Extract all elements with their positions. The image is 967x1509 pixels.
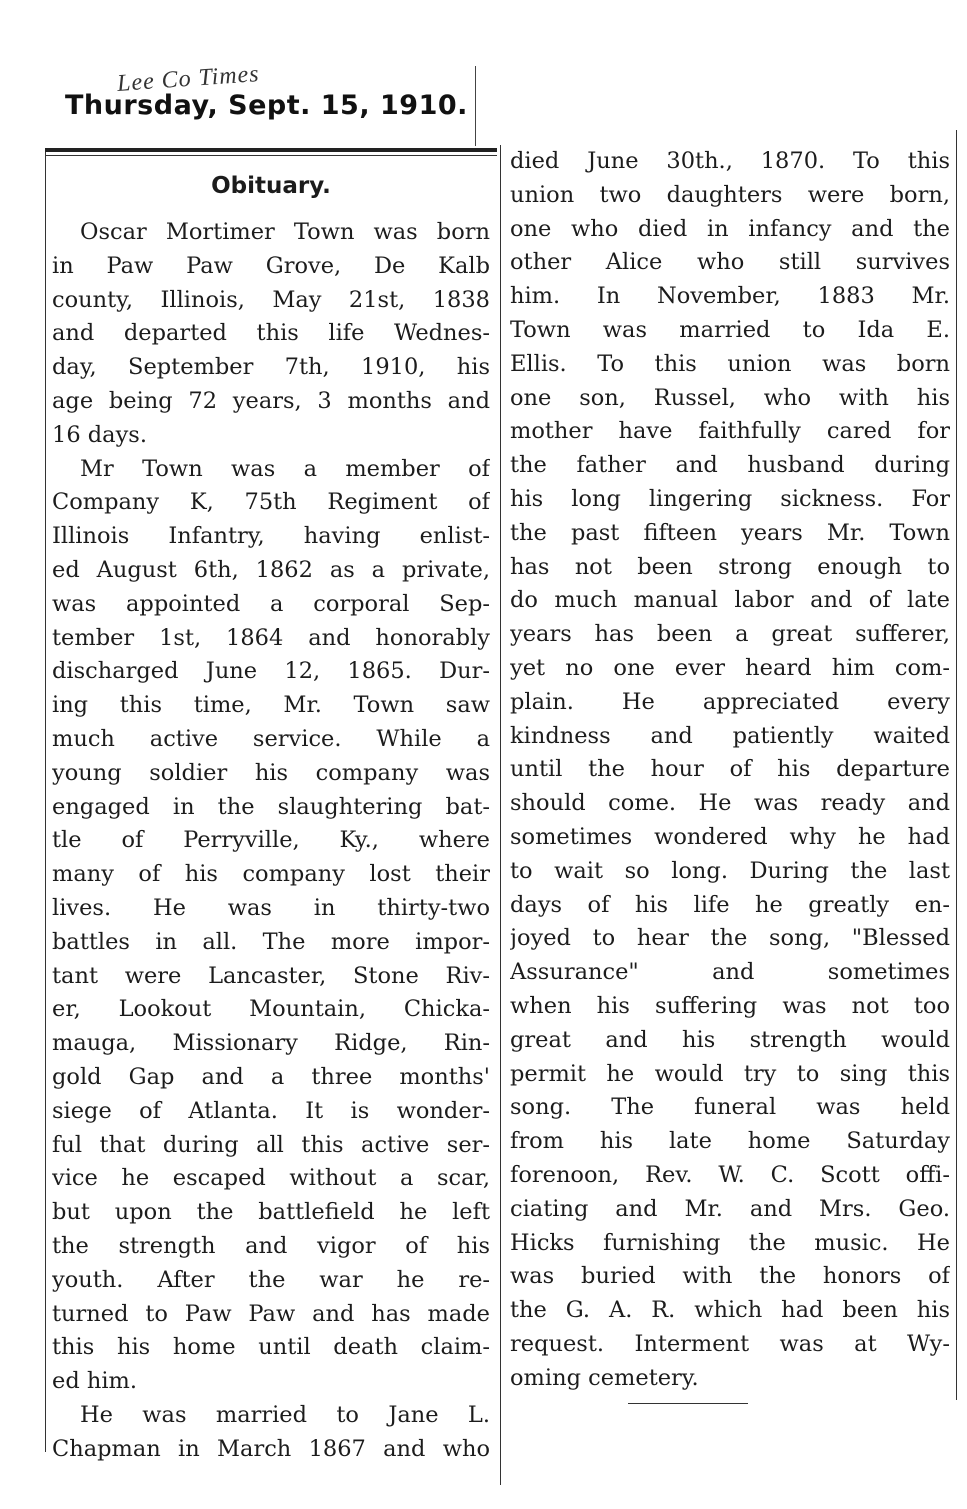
text-line: battles in all. The more impor- (52, 928, 490, 955)
text-line: the father and husband during (510, 452, 950, 479)
text-line: ed him. (52, 1368, 138, 1395)
header-rule-thin (45, 155, 497, 156)
text-line: Company K, 75th Regiment of (52, 489, 490, 516)
text-line: Oscar Mortimer Town was born (80, 219, 490, 245)
text-line: He was married to Jane L. (80, 1401, 490, 1428)
left-border-line (45, 152, 46, 1452)
text-line: mauga, Missionary Ridge, Rin- (52, 1030, 490, 1057)
text-line: yet no one ever heard him com- (510, 654, 950, 681)
text-line: ful that during all this active ser- (52, 1131, 490, 1158)
header-rule-thick (45, 148, 497, 152)
right-column (510, 145, 950, 1395)
text-line: from his late home Saturday (510, 1128, 950, 1155)
text-line: Ellis. To this union was born (510, 350, 950, 377)
text-line: gold Gap and a three months' (52, 1063, 490, 1090)
text-line: engaged in the slaughtering bat- (52, 793, 490, 820)
text-line: tember 1st, 1864 and honorably (52, 624, 490, 651)
text-line: to wait so long. During the last (510, 857, 950, 884)
text-line: discharged June 12, 1865. Dur- (52, 658, 490, 685)
handwritten-annotation: Lee Co Times (116, 61, 261, 97)
text-line: Chapman in March 1867 and who (52, 1435, 490, 1462)
text-line: years has been a great sufferer, (510, 621, 950, 648)
text-line: should come. He was ready and (510, 790, 950, 817)
text-line: Hicks furnishing the music. He (510, 1229, 950, 1256)
text-line: has not been strong enough to (510, 553, 950, 580)
text-line: great and his strength would (510, 1026, 950, 1053)
text-line: days of his life he greatly en- (510, 891, 950, 918)
text-line: other Alice who still survives (510, 249, 950, 276)
article-end-rule (628, 1403, 748, 1404)
text-line: when his suffering was not too (510, 992, 950, 1019)
text-line: and departed this life Wednes- (52, 320, 490, 347)
text-line: request. Interment was at Wy- (510, 1330, 950, 1357)
text-line: the strength and vigor of his (52, 1232, 490, 1259)
text-line: died June 30th., 1870. To this (510, 148, 950, 174)
text-line: him. In November, 1883 Mr. (510, 283, 950, 310)
text-line: county, Illinois, May 21st, 1838 (52, 286, 490, 313)
text-line: joyed to hear the song, "Blessed (510, 925, 950, 952)
text-line: kindness and patiently waited (510, 722, 950, 749)
text-line: tant were Lancaster, Stone Riv- (52, 962, 490, 989)
left-column (52, 216, 490, 1466)
text-line: youth. After the war he re- (52, 1266, 490, 1293)
text-line: permit he would try to sing this (510, 1060, 950, 1087)
text-line: turned to Paw Paw and has made (52, 1300, 490, 1327)
text-line: Mr Town was a member of (80, 455, 490, 482)
text-line: was buried with the honors of (510, 1263, 950, 1290)
text-line: this his home until death claim- (52, 1334, 490, 1361)
text-line: siege of Atlanta. It is wonder- (52, 1097, 490, 1124)
text-line: do much manual labor and of late (510, 587, 950, 614)
text-line: much active service. While a (52, 725, 490, 752)
text-line: Illinois Infantry, having enlist- (52, 523, 490, 550)
text-line: one son, Russel, who with his (510, 384, 950, 411)
text-line: was appointed a corporal Sep- (52, 590, 490, 617)
text-line: vice he escaped without a scar, (52, 1165, 490, 1192)
text-line: until the hour of his departure (510, 756, 950, 783)
clipping-header (55, 61, 476, 146)
text-line: the past fifteen years Mr. Town (510, 519, 950, 546)
text-line: lives. He was in thirty-two (52, 894, 490, 921)
text-line: age being 72 years, 3 months and (52, 387, 490, 414)
text-line: young soldier his company was (52, 759, 490, 786)
text-line: ed August 6th, 1862 as a private, (52, 556, 490, 583)
text-line: one who died in infancy and the (510, 215, 950, 242)
text-line: day, September 7th, 1910, his (52, 354, 490, 381)
text-line: Assurance" and sometimes (510, 959, 950, 986)
text-line: in Paw Paw Grove, De Kalb (52, 252, 490, 279)
text-line: oming cemetery. (510, 1364, 699, 1391)
text-line: union two daughters were born, (510, 181, 950, 208)
text-line: ing this time, Mr. Town saw (52, 692, 490, 719)
text-line: many of his company lost their (52, 861, 490, 888)
text-line: mother have faithfully cared for (510, 418, 950, 445)
obituary-headline: Obituary. (211, 173, 331, 199)
right-border-line (956, 130, 957, 1400)
text-line: his long lingering sickness. For (510, 485, 950, 512)
text-line: song. The funeral was held (510, 1094, 950, 1121)
text-line: sometimes wondered why he had (510, 823, 950, 850)
text-line: tle of Perryville, Ky., where (52, 827, 490, 854)
column-divider (500, 145, 501, 1485)
text-line: er, Lookout Mountain, Chicka- (52, 996, 490, 1023)
text-line: but upon the battlefield he left (52, 1199, 490, 1226)
text-line: plain. He appreciated every (510, 688, 950, 715)
text-line: forenoon, Rev. W. C. Scott offi- (510, 1161, 950, 1188)
dateline: Thursday, Sept. 15, 1910. (65, 90, 468, 121)
text-line: the G. A. R. which had been his (510, 1297, 950, 1324)
text-line: Town was married to Ida E. (510, 316, 950, 343)
text-line: ciating and Mr. and Mrs. Geo. (510, 1195, 950, 1222)
text-line: 16 days. (52, 421, 148, 448)
